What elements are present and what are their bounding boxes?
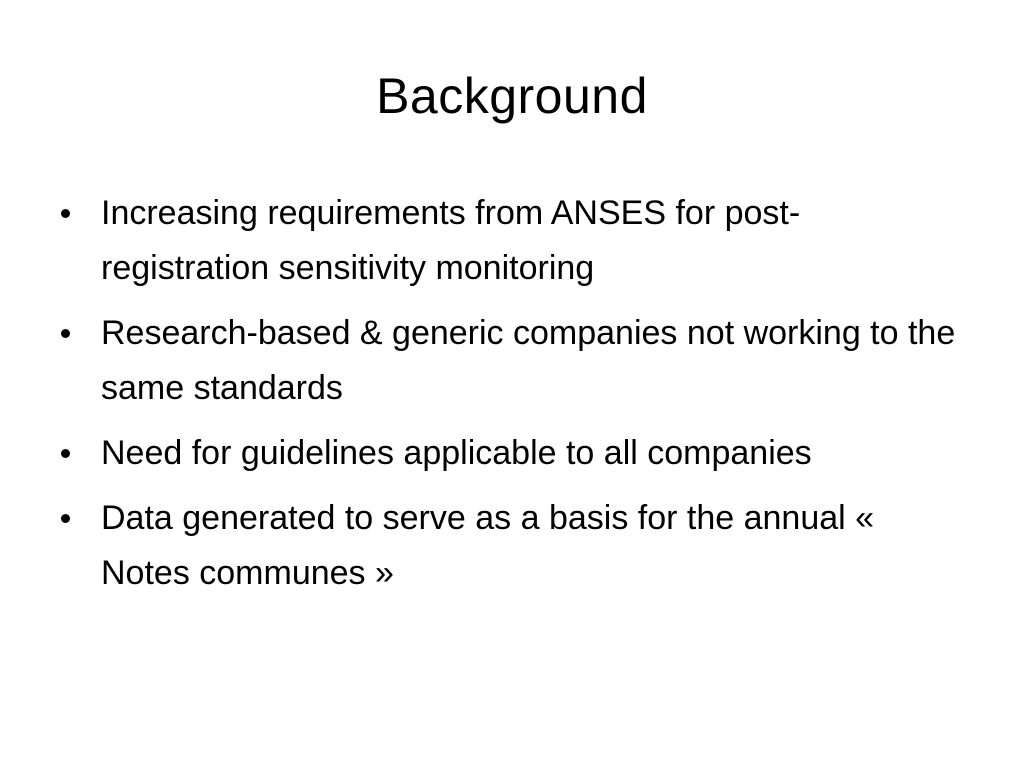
bullet-text: Need for guidelines applicable to all companies [101, 434, 812, 472]
bullet-item [58, 426, 968, 481]
bullet-icon [61, 209, 70, 218]
bullet-item [58, 186, 968, 296]
bullet-list [58, 186, 968, 611]
bullet-icon [61, 514, 70, 523]
bullet-text: Research-based & generic companies not working to the same standards [101, 314, 956, 407]
bullet-item [58, 306, 968, 416]
bullet-icon [61, 449, 70, 458]
bullet-text: Data generated to serve as a basis for the annual « Notes communes » [101, 499, 875, 592]
bullet-item [58, 491, 968, 601]
bullet-icon [61, 329, 70, 338]
slide-title: Background [376, 68, 648, 124]
bullet-text: Increasing requirements from ANSES for post-registration sensitivity monitoring [101, 194, 801, 287]
